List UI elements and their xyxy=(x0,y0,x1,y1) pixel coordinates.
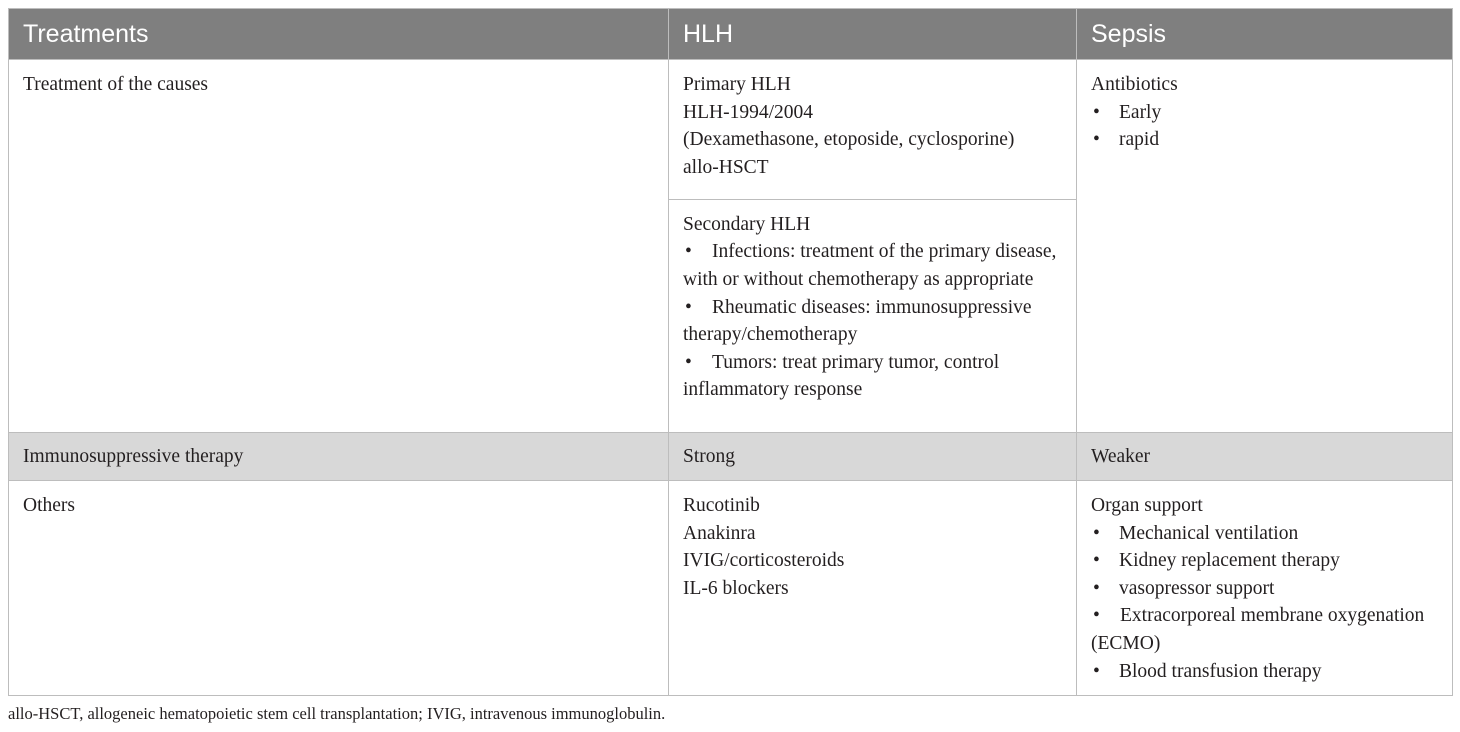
bullet-icon: • xyxy=(1093,550,1100,572)
table-row-immunosuppressive xyxy=(9,433,1453,481)
cell-sepsis-causes xyxy=(1077,60,1453,433)
hlh-primary-line-4: allo-HSCT xyxy=(683,156,769,178)
cell-hlh-secondary xyxy=(669,199,1077,432)
bullet-icon: • xyxy=(1093,577,1100,599)
treatment-others-label: Others xyxy=(23,495,75,516)
bullet-icon: • xyxy=(685,296,692,318)
sepsis-others-bullet-4: Extracorporeal membrane oxygenation (ECMO) xyxy=(1091,605,1425,654)
treatment-causes-label: Treatment of the causes xyxy=(23,74,209,95)
header-treatments: Treatments xyxy=(9,9,669,60)
bullet-icon: • xyxy=(685,351,692,373)
hlh-others-line-3: IVIG/corticosteroids xyxy=(683,550,845,572)
sepsis-others-bullet-5: Blood transfusion therapy xyxy=(1119,660,1322,682)
cell-hlh-others xyxy=(669,481,1077,696)
treatments-comparison-table xyxy=(8,8,1453,696)
hlh-secondary-title: Secondary HLH xyxy=(683,213,811,235)
bullet-icon: • xyxy=(1093,660,1100,682)
bullet-icon: • xyxy=(1093,129,1100,151)
table-footnote: allo-HSCT, allogeneic hematopoietic stem cell transplantation; IVIG, intravenous immunoglobulin. xyxy=(8,704,666,723)
sepsis-antibiotics-bullet-1: Early xyxy=(1119,101,1162,123)
bullet-icon: • xyxy=(1093,101,1100,123)
treatments-comparison-table-wrapper xyxy=(8,8,1452,696)
list-item xyxy=(1091,126,1438,154)
header-hlh: HLH xyxy=(669,9,1077,60)
treatment-immuno-label: Immunosuppressive therapy xyxy=(23,445,244,467)
cell-treatment-immuno xyxy=(9,433,669,481)
sepsis-antibiotics-title: Antibiotics xyxy=(1091,74,1178,95)
list-item xyxy=(1091,520,1438,548)
list-item xyxy=(1091,602,1438,657)
bullet-icon: • xyxy=(1093,522,1100,544)
list-item xyxy=(683,238,1062,293)
sepsis-others-bullet-1: Mechanical ventilation xyxy=(1119,522,1299,544)
cell-treatment-causes xyxy=(9,60,669,433)
sepsis-others-bullet-3: vasopressor support xyxy=(1119,577,1275,599)
list-item xyxy=(1091,99,1438,127)
hlh-primary-line-2: HLH-1994/2004 xyxy=(683,101,813,123)
header-sepsis: Sepsis xyxy=(1077,9,1453,60)
hlh-secondary-bullet-3: Tumors: treat primary tumor, control inflammatory response xyxy=(683,351,1000,401)
table-row-others xyxy=(9,481,1453,696)
table-row-causes xyxy=(9,60,1453,200)
list-item xyxy=(1091,658,1438,686)
hlh-others-line-1: Rucotinib xyxy=(683,495,760,516)
sepsis-others-bullet-2: Kidney replacement therapy xyxy=(1119,550,1340,572)
sepsis-organ-support-title: Organ support xyxy=(1091,495,1203,516)
list-item xyxy=(1091,575,1438,603)
cell-treatment-others xyxy=(9,481,669,696)
cell-hlh-immuno xyxy=(669,433,1077,481)
cell-sepsis-others xyxy=(1077,481,1453,696)
list-item xyxy=(683,294,1062,349)
list-item xyxy=(1091,547,1438,575)
hlh-others-line-2: Anakinra xyxy=(683,522,756,544)
hlh-primary-line-3: (Dexamethasone, etoposide, cyclosporine) xyxy=(683,129,1015,151)
hlh-primary-line-1: Primary HLH xyxy=(683,74,791,95)
sepsis-immuno-value: Weaker xyxy=(1091,445,1151,467)
list-item xyxy=(683,349,1062,404)
hlh-immuno-value: Strong xyxy=(683,445,736,467)
table-header-row xyxy=(9,9,1453,60)
hlh-secondary-bullet-1: Infections: treatment of the primary disease, with or without chemotherapy as appropriate xyxy=(683,241,1057,290)
bullet-icon: • xyxy=(1093,605,1100,627)
bullet-icon: • xyxy=(685,241,692,263)
hlh-secondary-bullet-2: Rheumatic diseases: immunosuppressive therapy/chemotherapy xyxy=(683,296,1032,346)
cell-sepsis-immuno xyxy=(1077,433,1453,481)
hlh-others-line-4: IL-6 blockers xyxy=(683,577,789,599)
sepsis-antibiotics-bullet-2: rapid xyxy=(1119,129,1160,151)
cell-hlh-primary xyxy=(669,60,1077,200)
